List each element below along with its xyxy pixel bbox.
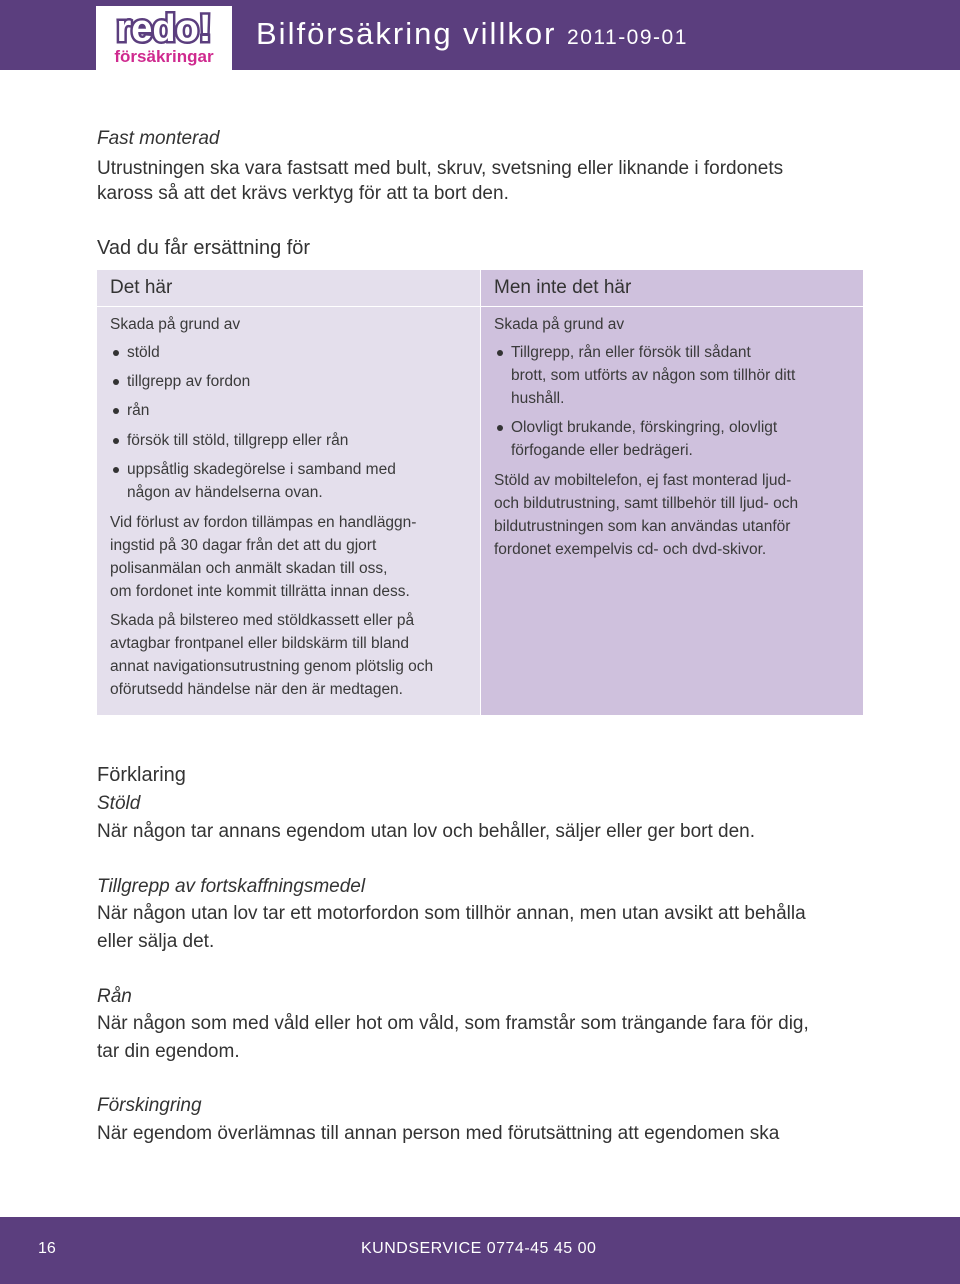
included-item-5-line-2: någon av händelserna ovan.: [127, 484, 323, 501]
bullet-dot: [113, 438, 119, 444]
document-title-text: Bilförsäkring villkor: [256, 16, 557, 51]
included-para1-line-4: om fordonet inte kommit tillrätta innan dess.: [110, 583, 410, 600]
definition-forskingring: När egendom överlämnas till annan person med förutsättning att egendomen ska: [97, 1123, 780, 1144]
included-para1-line-1: Vid förlust av fordon tillämpas en handläggn-: [110, 514, 417, 531]
included-intro: Skada på grund av: [110, 316, 241, 333]
included-item-5-line-1: uppsåtlig skadegörelse i samband med: [127, 461, 396, 478]
page-header: [0, 0, 960, 70]
logo-top-text: redo!: [116, 8, 212, 50]
term-tillgrepp: Tillgrepp av fortskaffningsmedel: [97, 876, 366, 897]
excluded-para-line-3: bildutrustningen som kan användas utanför: [494, 518, 791, 535]
logo-graphic: [96, 6, 232, 70]
term-ran: Rån: [97, 986, 132, 1007]
excluded-item-2-line-2: förfogande eller bedrägeri.: [511, 442, 693, 459]
definition-tillgrepp-line-1: När någon utan lov tar ett motorfordon som tillhör annan, men utan avsikt att behålla: [97, 903, 806, 924]
excluded-item-1-line-2: brott, som utförts av någon som tillhör ditt: [511, 367, 796, 384]
excluded-intro: Skada på grund av: [494, 316, 625, 333]
term-stold: Stöld: [97, 793, 141, 814]
document-title: [256, 16, 688, 52]
fast-monterad-heading: Fast monterad: [97, 128, 220, 149]
excluded-header: [481, 270, 863, 307]
included-para1-line-3: polisanmälan och anmält skadan till oss,: [110, 560, 388, 577]
logo-bottom-text: försäkringar: [114, 47, 214, 66]
definition-ran-line-1: När någon som med våld eller hot om våld, som framstår som trängande fara för dig,: [97, 1013, 809, 1034]
bullet-dot: [497, 425, 503, 431]
page-number: 16: [38, 1240, 56, 1257]
page-footer: [0, 1217, 960, 1284]
included-item-4: försök till stöld, tillgrepp eller rån: [127, 432, 349, 449]
section-title: Vad du får ersättning för: [97, 237, 311, 259]
bullet-dot: [113, 467, 119, 473]
term-forskingring: Förskingring: [97, 1095, 202, 1116]
bullet-dot: [113, 408, 119, 414]
included-item-1: stöld: [127, 344, 160, 361]
bullet-dot: [497, 350, 503, 356]
bullet-dot: [113, 350, 119, 356]
fast-monterad-line-2: kaross så att det krävs verktyg för att ta bort den.: [97, 183, 509, 204]
excluded-item-1-line-3: hushåll.: [511, 390, 565, 407]
excluded-header-text: Men inte det här: [494, 277, 632, 298]
excluded-para-line-1: Stöld av mobiltelefon, ej fast monterad ljud-: [494, 472, 792, 489]
included-header: [97, 270, 480, 307]
included-item-2: tillgrepp av fordon: [127, 373, 251, 390]
customer-service-phone: KUNDSERVICE 0774-45 45 00: [361, 1240, 597, 1257]
excluded-para-line-2: och bildutrustning, samt tillbehör till ljud- och: [494, 495, 799, 512]
included-header-text: Det här: [110, 277, 173, 298]
definition-tillgrepp-line-2: eller sälja det.: [97, 931, 215, 952]
included-item-3: rån: [127, 402, 150, 419]
included-para2-line-1: Skada på bilstereo med stöldkassett eller på: [110, 612, 415, 629]
coverage-excluded-column: [481, 270, 863, 715]
redo-logo[interactable]: [96, 6, 232, 70]
included-para2-line-4: oförutsedd händelse när den är medtagen.: [110, 681, 403, 698]
included-para1-line-2: ingstid på 30 dagar från det att du gjort: [110, 537, 377, 554]
included-para2-line-3: annat navigationsutrustning genom plötslig och: [110, 658, 434, 675]
fast-monterad-line-1: Utrustningen ska vara fastsatt med bult, skruv, svetsning eller liknande i fordonets: [97, 158, 784, 179]
coverage-included-column: [97, 270, 480, 715]
definition-stold: När någon tar annans egendom utan lov och behåller, säljer eller ger bort den.: [97, 821, 756, 842]
bullet-dot: [113, 379, 119, 385]
excluded-item-2-line-1: Olovligt brukande, förskingring, olovligt: [511, 419, 778, 436]
document-date: 2011-09-01: [567, 26, 688, 49]
excluded-item-1-line-1: Tillgrepp, rån eller försök till sådant: [511, 344, 751, 361]
definition-ran-line-2: tar din egendom.: [97, 1041, 240, 1062]
excluded-para-line-4: fordonet exempelvis cd- och dvd-skivor.: [494, 541, 767, 558]
forklaring-heading: Förklaring: [97, 764, 186, 786]
included-para2-line-2: avtagbar frontpanel eller bildskärm till bland: [110, 635, 409, 652]
